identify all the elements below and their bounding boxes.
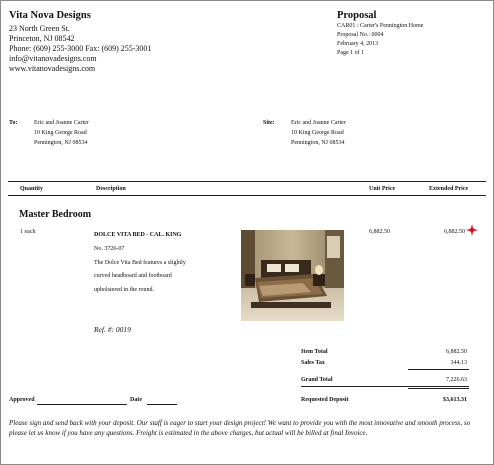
sales-tax-label: Sales Tax	[301, 360, 325, 366]
header-rule-bottom	[8, 195, 486, 196]
proposal-project: CAR01 : Carter's Pennington Home	[337, 23, 424, 29]
proposal-page: Page 1 of 1	[337, 50, 365, 56]
company-website: www.vitanovadesigns.com	[9, 64, 96, 73]
item-ref: Ref. #: 0019	[94, 325, 131, 334]
proposal-title: Proposal	[337, 10, 377, 21]
item-name: DOLCE VITA BED - CAL. KING	[94, 232, 182, 238]
column-quantity: Quantity	[20, 186, 44, 192]
requested-deposit-value: $3,613.31	[443, 397, 467, 403]
to-city: Pennington, NJ 08534	[34, 140, 88, 146]
approved-signature-line[interactable]	[37, 404, 127, 405]
grand-total-value: 7,226.63	[446, 377, 467, 383]
sales-tax-value: 344.13	[450, 360, 467, 366]
grand-total-double-rule	[408, 388, 469, 389]
to-street: 10 King George Road	[34, 130, 87, 136]
item-desc-line-3: upholstered in the round.	[94, 287, 154, 293]
subtotal-rule	[408, 369, 469, 370]
column-extended-price: Extended Price	[429, 186, 469, 192]
approved-label: Approved	[9, 397, 35, 403]
item-total-label: Item Total	[301, 349, 328, 355]
site-street: 10 King George Road	[291, 130, 344, 136]
item-desc-line-1: The Dolce Vita Bed features a slightly	[94, 260, 186, 266]
room-heading: Master Bedroom	[19, 209, 92, 220]
column-description: Description	[96, 186, 126, 192]
company-street: 23 North Green St.	[9, 24, 70, 33]
footer-note: Please sign and send back with your deposit. Our staff is eager to start your design project! We want to provide you with the most innovative and smooth process, so please let us know if you have any questions. Freight is estimated in the above charges, but actual will be billed at final Invoice.	[9, 419, 471, 438]
date-label: Date	[130, 397, 142, 403]
proposal-number: Proposal No.: 0004	[337, 32, 384, 38]
grand-total-label: Grand Total	[301, 377, 333, 383]
item-extended-price: 6,882.50	[444, 229, 465, 235]
to-label: To:	[9, 120, 18, 126]
item-total-value: 6,882.50	[446, 349, 467, 355]
company-email: info@vitanovadesigns.com	[9, 54, 97, 63]
site-name: Eric and Joanne Carter	[291, 120, 346, 126]
company-city: Princeton, NJ 08542	[9, 34, 75, 43]
company-name: Vita Nova Designs	[9, 10, 91, 21]
item-quantity: 1 each	[20, 229, 36, 235]
item-desc-line-2: curved headboard and footboard	[94, 273, 172, 279]
company-phones: Phone: (609) 255-3000 Fax: (609) 255-3001	[9, 44, 152, 53]
header-rule-top	[8, 181, 486, 182]
requested-deposit-label: Requested Deposit	[301, 397, 349, 403]
grand-total-rule	[301, 386, 469, 387]
item-number: No. 3726-07	[94, 246, 125, 252]
bedroom-photo-icon	[241, 230, 344, 321]
to-name: Eric and Joanne Carter	[34, 120, 89, 126]
approval-date-line[interactable]	[147, 404, 177, 405]
proposal-date: February 4, 2013	[337, 41, 379, 47]
site-city: Pennington, NJ 08534	[291, 140, 345, 146]
red-marker-icon	[466, 223, 478, 235]
column-unit-price: Unit Price	[369, 186, 396, 192]
site-label: Site:	[263, 120, 275, 126]
item-unit-price: 6,882.50	[369, 229, 390, 235]
